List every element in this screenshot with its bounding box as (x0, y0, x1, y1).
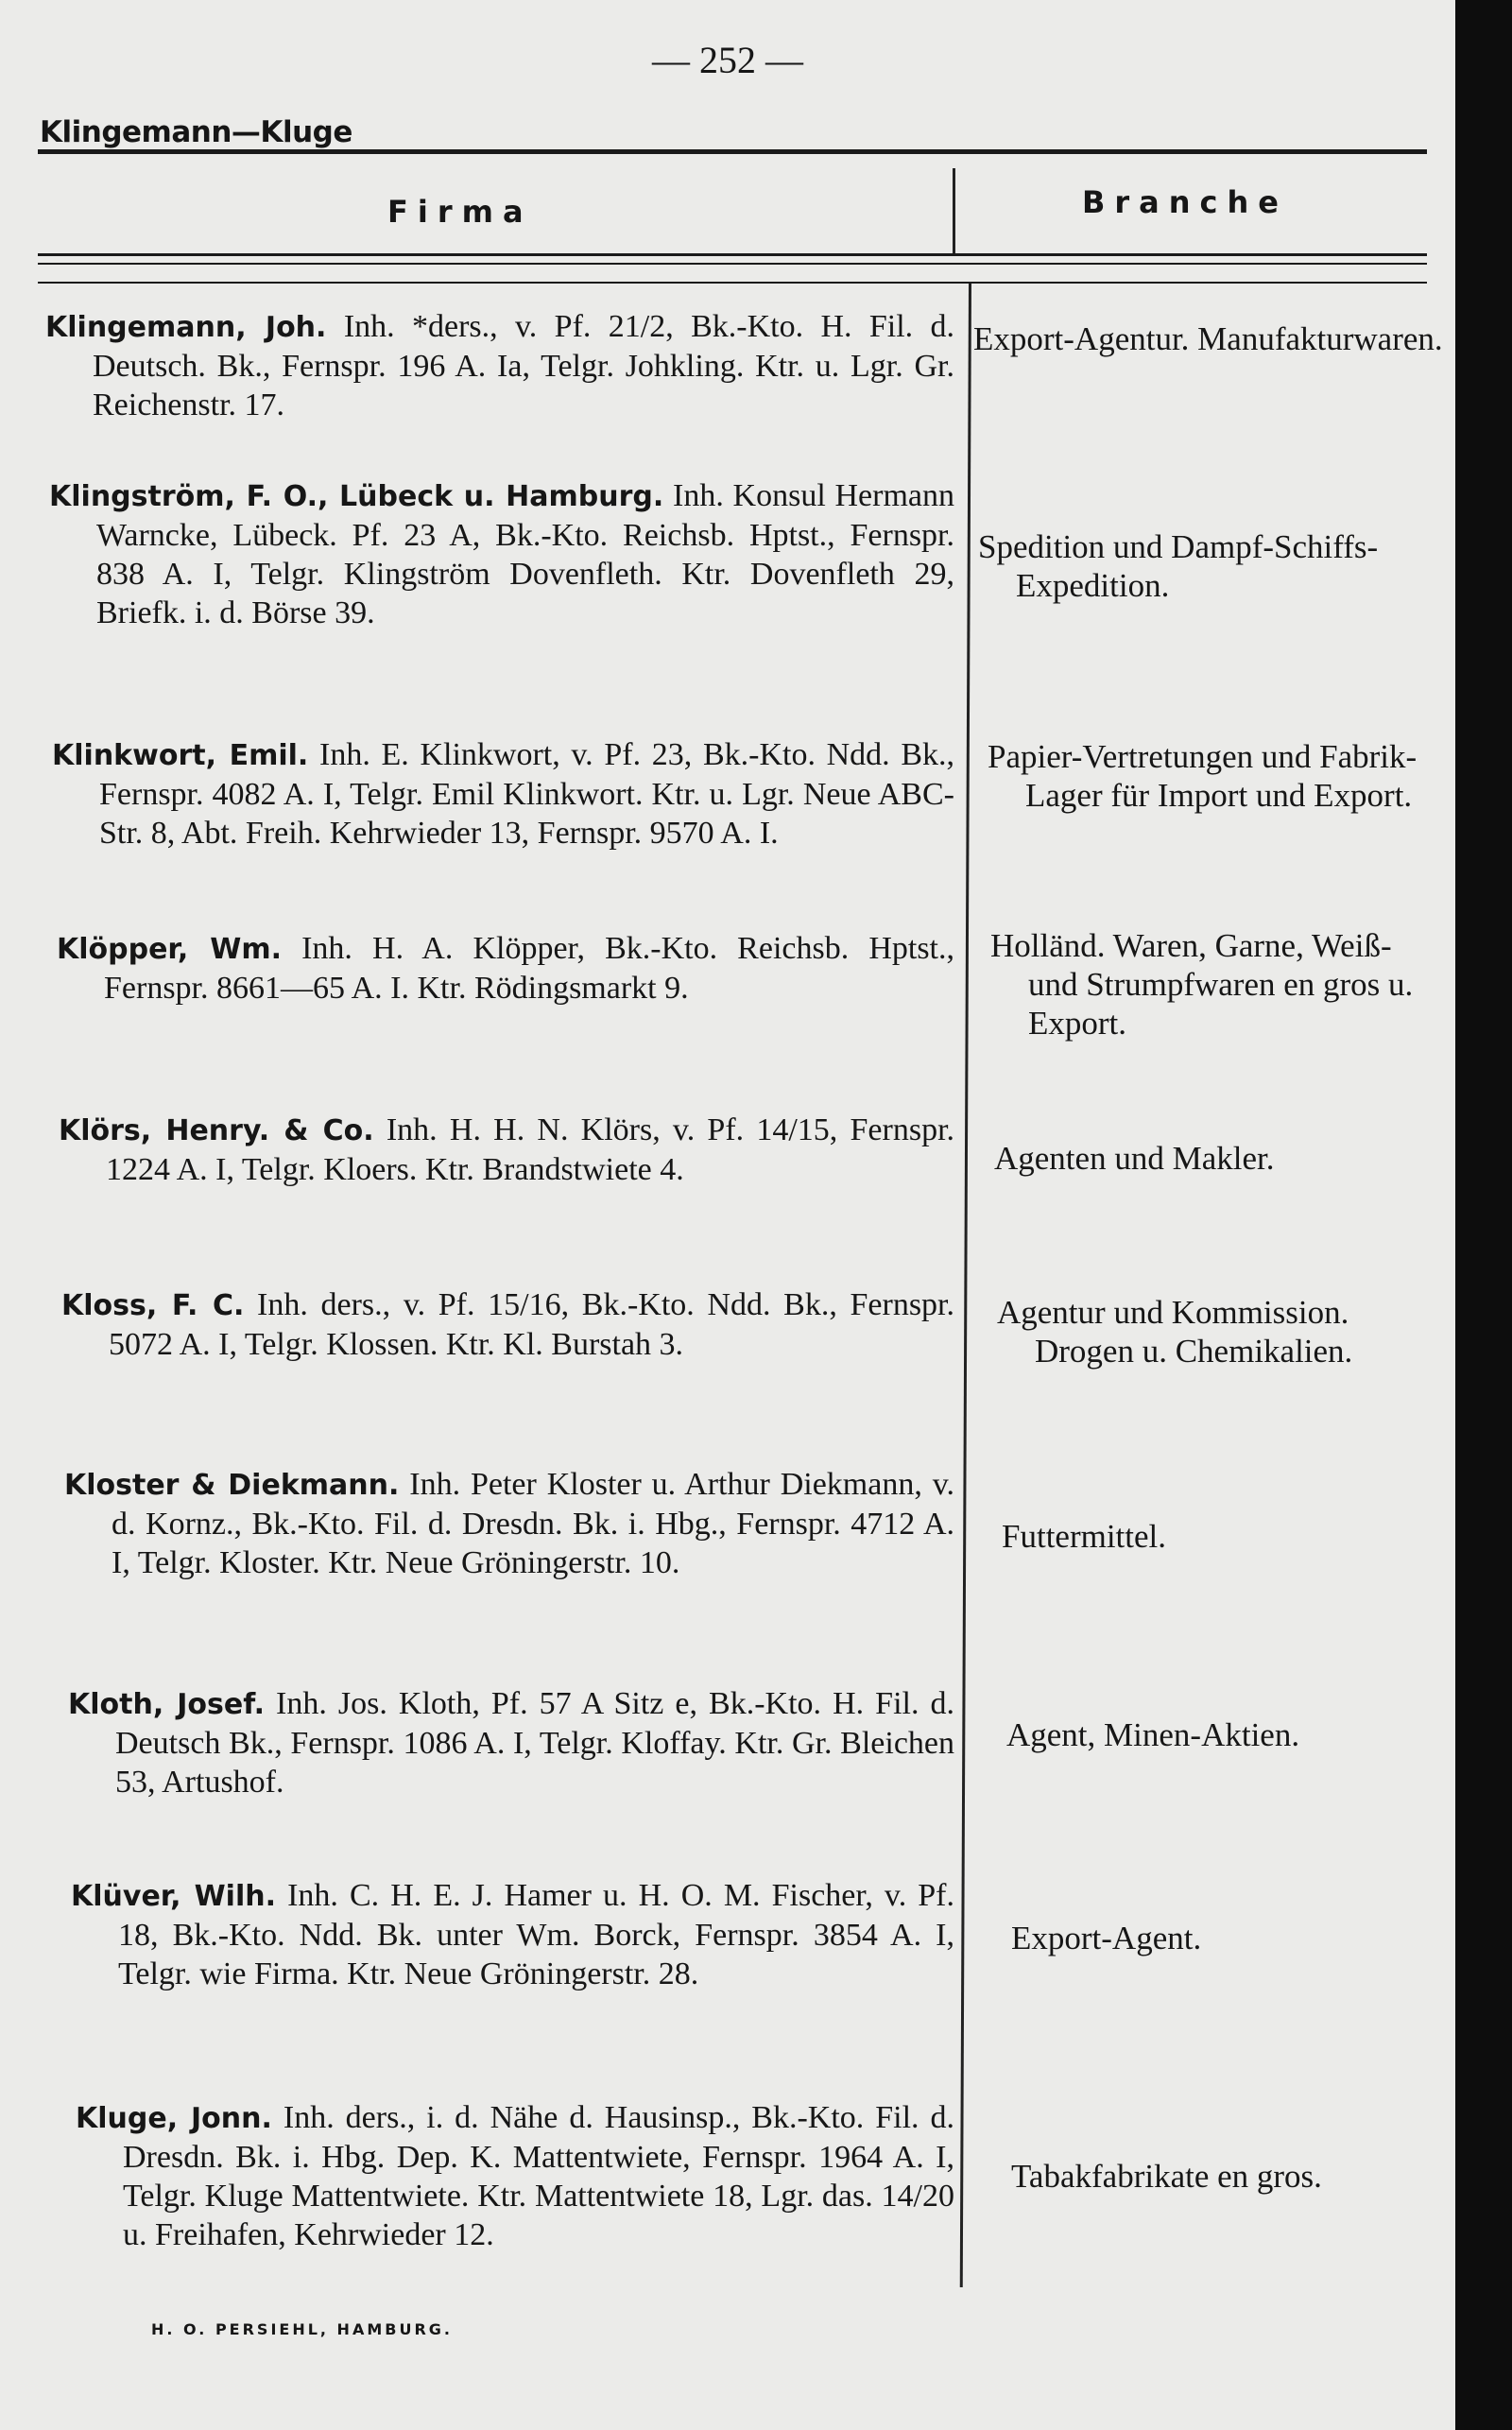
entry-firma (57, 929, 954, 1008)
header-rule-top (38, 149, 1427, 154)
firm-details: Inh. *ders., v. Pf. 21/2, Bk.-Kto. H. Fil. d. Deutsch. Bk., Fernspr. 196 A. Ia, Telgr. Johkling. Ktr. u. Lgr. Gr. Reichenstr. 17. (93, 309, 955, 422)
entry-firma (61, 1285, 954, 1364)
entry-branche: Export-Agent. (1011, 1920, 1202, 1956)
entry-branche: Tabakfabrikate en gros. (1011, 2158, 1322, 2195)
entry-branche: Agentur und Kommission. Drogen u. Chemikalien. (997, 1294, 1353, 1370)
entry-firma (52, 735, 954, 853)
entry-firma (45, 307, 954, 424)
firm-details: Inh. H. A. Klöpper, Bk.-Kto. Reichsb. Hptst., Fernspr. 8661—65 A. I. Ktr. Rödingsmarkt 9. (104, 931, 954, 1006)
firm-name: Kluge, Jonn. (76, 2102, 272, 2135)
entry-firma (49, 476, 954, 632)
printer-imprint: H. O. PERSIEHL, HAMBURG. (151, 2320, 453, 2338)
firm-details: Inh. H. H. N. Klörs, v. Pf. 14/15, Fernspr. 1224 A. I, Telgr. Kloers. Ktr. Brandstwiete 4. (106, 1112, 955, 1187)
header-column-divider (953, 168, 955, 253)
entry-branche: Holländ. Waren, Garne, Weiß- und Strumpfwaren en gros u. Export. (990, 927, 1414, 1042)
header-rule-bottom-2 (38, 263, 1427, 265)
firm-name: Klingström, F. O., Lübeck u. Hamburg. (49, 480, 664, 513)
firm-name: Klöpper, Wm. (57, 933, 283, 966)
firm-name: Klörs, Henry. & Co. (59, 1114, 374, 1147)
header-rule-bottom-3 (38, 282, 1427, 284)
column-divider (960, 284, 971, 2287)
entry-firma (76, 2098, 954, 2254)
firm-name: Klingemann, Joh. (45, 311, 327, 344)
firm-details: Inh. Peter Kloster u. Arthur Diekmann, v. d. Kornz., Bk.-Kto. Fil. d. Dresdn. Bk. i. Hbg., Fernspr. 4712 A. I, Telgr. Kloster. Ktr. Neue Gröningerstr. 10. (112, 1467, 955, 1580)
firm-details: Inh. Konsul Hermann Warncke, Lübeck. Pf. 23 A, Bk.-Kto. Reichsb. Hptst., Fernspr. 838 A. I, Telgr. Klingström Dovenfleth. Ktr. Dovenfleth 29, Briefk. i. d. Börse 39. (96, 478, 955, 630)
header-rule-bottom-1 (38, 253, 1427, 256)
entry-branche: Papier-Vertretungen und Fabrik-Lager für Import und Export. (988, 738, 1418, 814)
firm-name: Kloss, F. C. (61, 1289, 245, 1322)
firm-details: Inh. ders., v. Pf. 15/16, Bk.-Kto. Ndd. Bk., Fernspr. 5072 A. I, Telgr. Klossen. Ktr. Kl. Burstah 3. (109, 1287, 954, 1362)
firm-details: Inh. E. Klinkwort, v. Pf. 23, Bk.-Kto. Ndd. Bk., Fernspr. 4082 A. I, Telgr. Emil Klinkwort. Ktr. u. Lgr. Neue ABC-Str. 8, Abt. Freih. Kehrwieder 13, Fernspr. 9570 A. I. (99, 737, 955, 851)
entry-branche: Agenten und Makler. (994, 1140, 1275, 1177)
firm-details: Inh. Jos. Kloth, Pf. 57 A Sitz e, Bk.-Kto. H. Fil. d. Deutsch Bk., Fernspr. 1086 A. I, Telgr. Kloffay. Ktr. Gr. Bleichen 53, Artushof. (115, 1686, 955, 1800)
entry-firma (64, 1465, 954, 1582)
running-head: Klingemann—Kluge (40, 115, 352, 149)
entry-firma (71, 1876, 954, 1993)
entry-branche: Spedition und Dampf-Schiffs-Expedition. (978, 528, 1379, 604)
firm-name: Klinkwort, Emil. (52, 739, 309, 772)
column-heading-branche: Branche (1082, 184, 1288, 220)
firm-name: Klüver, Wilh. (71, 1880, 276, 1913)
entry-branche: Agent, Minen-Aktien. (1006, 1716, 1300, 1753)
entry-branche: Export-Agentur. Manufakturwaren. (973, 320, 1443, 357)
column-heading-firma: Firma (387, 194, 533, 230)
firm-name: Kloster & Diekmann. (64, 1469, 400, 1502)
firm-details: Inh. C. H. E. J. Hamer u. H. O. M. Fischer, v. Pf. 18, Bk.-Kto. Ndd. Bk. unter Wm. Borck, Fernspr. 3854 A. I, Telgr. wie Firma. Ktr. Neue Gröningerstr. 28. (118, 1878, 955, 1991)
entry-firma (68, 1684, 954, 1801)
firm-name: Kloth, Josef. (68, 1688, 265, 1721)
entry-branche: Futtermittel. (1002, 1518, 1167, 1555)
page-number: — 252 — (652, 39, 803, 81)
entry-firma (59, 1111, 954, 1189)
firm-details: Inh. ders., i. d. Nähe d. Hausinsp., Bk.-Kto. Fil. d. Dresdn. Bk. i. Hbg. Dep. K. Mattentwiete, Fernspr. 1964 A. I, Telgr. Kluge Mattentwiete. Ktr. Mattentwiete 18, Lgr. das. 14/20 u. Freihafen, Kehrwieder 12. (123, 2100, 955, 2252)
